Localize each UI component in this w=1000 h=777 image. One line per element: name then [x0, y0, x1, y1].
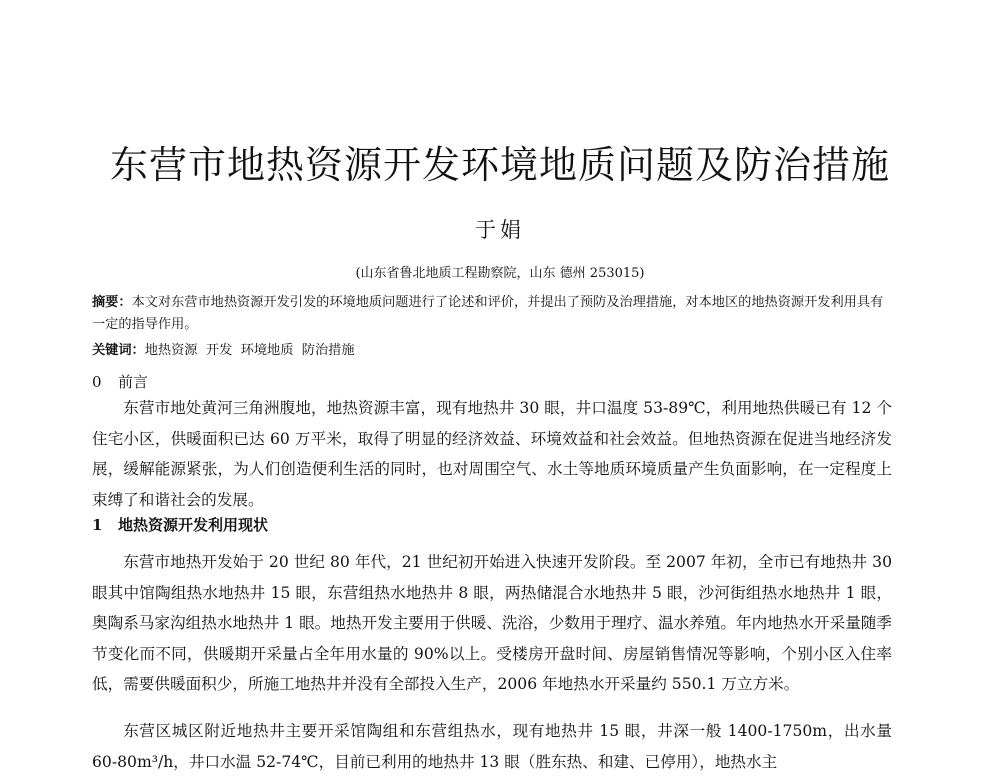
author-affiliation: (山东省鲁北地质工程勘察院，山东 德州 253015) — [355, 266, 645, 281]
section-heading-status — [92, 514, 268, 535]
section-title: 地热资源开发利用现状 — [118, 516, 269, 534]
keywords-label: 关键词： — [92, 343, 145, 358]
keywords-text: 地热资源 开发 环境地质 防治措施 — [144, 343, 355, 358]
section-heading-preface — [92, 371, 148, 392]
section-number: 0 — [92, 373, 102, 391]
abstract-text: 本文对东营市地热资源开发引发的环境地质问题进行了论述和评价，并提出了预防及治理措施，对本地区的地热资源开发利用具有一定的指导作用。 — [92, 295, 884, 332]
paper-title: 东营市地热资源开发环境地质问题及防治措施 — [109, 143, 890, 187]
abstract — [92, 292, 892, 336]
paragraph-dongying-district: 东营区城区附近地热井主要开采馆陶组和东营组热水，现有地热井 15 眼，井深一般 1400-1750m，出水量 60-80m³/h，井口水温 52-74℃，目前已利用的地热井 13 眼（胜东热、和建、已停用），地热水主 — [92, 722, 892, 771]
paragraph-preface: 东营市地处黄河三角洲腹地，地热资源丰富，现有地热井 30 眼，井口温度 53-89℃，利用地热供暖已有 12 个住宅小区，供暖面积已达 60 万平米，取得了明显的经济效益、环境效益和社会效益。但地热资源在促进当地经济发展，缓解能源紧张，为人们创造便利生活的同时，也对周围空气、水土等地质环境质量产生负面影响，在一定程度上束缚了和谐社会的发展。 — [92, 399, 892, 509]
keywords — [92, 341, 892, 361]
section-title: 前言 — [118, 373, 149, 391]
abstract-label: 摘要： — [92, 295, 132, 310]
paragraph-status: 东营市地热开发始于 20 世纪 80 年代，21 世纪初开始进入快速开发阶段。至 2007 年初，全市已有地热井 30 眼其中馆陶组热水地热井 15 眼，东营组热水地热井 8 眼，两热储混合水地热井 5 眼，沙河街组热水地热井 1 眼，奥陶系马家沟组热水地热井 1 眼。地热开发主要用于供暖、洗浴，少数用于理疗、温水养殖。年内地热水开采量随季节变化而不同，供暖期开采量占全年用水量的 90%以上。受楼房开盘时间、房屋销售情况等影响，个别小区入住率低，需要供暖面积少，所施工地热井并没有全部投入生产，2006 年地热水开采量约 550.1 万立方米。 — [92, 553, 892, 693]
author-name: 于娟 — [475, 218, 525, 242]
section-number: 1 — [92, 516, 103, 534]
